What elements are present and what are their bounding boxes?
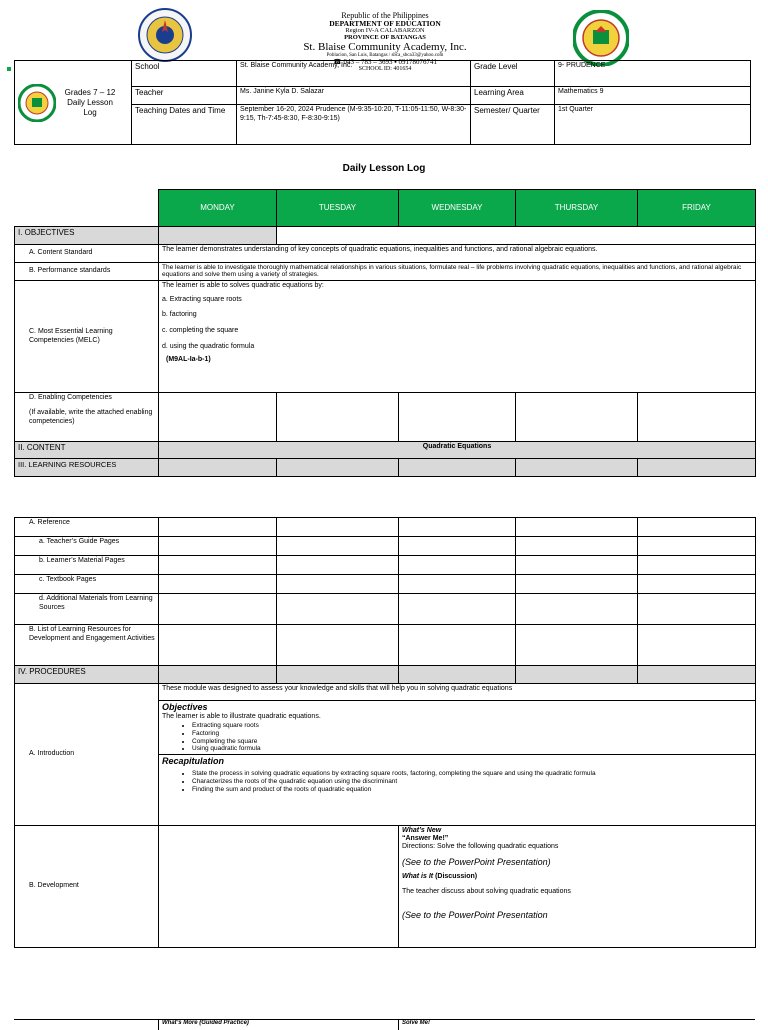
- day-header-monday: MONDAY: [159, 190, 277, 227]
- recap-item: • State the process in solving quadratic equations by extracting square roots, factoring, completing the square and using the quadratic formula: [192, 770, 752, 778]
- melc-a: a. Extracting square roots: [162, 295, 242, 303]
- melc-d: d. using the quadratic formula: [162, 342, 255, 350]
- deped-seal: [138, 8, 192, 62]
- school-seal-icon: [573, 10, 629, 66]
- recap-list: [162, 770, 752, 793]
- performance-label: B. Performance standards: [15, 263, 159, 281]
- day-header-thursday: THURSDAY: [516, 190, 638, 227]
- objectives-list: [162, 722, 752, 753]
- reference-label: A. Reference: [15, 518, 159, 537]
- learning-area-label: Learning Area: [471, 87, 555, 105]
- info-table: [14, 57, 751, 145]
- melc-label: C. Most Essential Learning Competencies (MELC): [15, 281, 159, 393]
- semester-label: Semester/ Quarter: [471, 105, 555, 145]
- melc-code: (M9AL-Ia-b-1): [166, 356, 211, 364]
- grades-cell: [15, 61, 132, 145]
- school-seal: [573, 10, 629, 66]
- next-left-text: What’s More (Guided Practice): [162, 1020, 249, 1026]
- day-header-friday: FRIDAY: [638, 190, 756, 227]
- grade-level-label: Grade Level: [471, 61, 555, 87]
- melc-value: [159, 281, 756, 393]
- procedures-title: IV. PROCEDURES: [15, 666, 159, 684]
- semester-value: 1st Quarter: [555, 105, 751, 145]
- next-right-text: Solve Me!: [402, 1020, 431, 1026]
- intro-module: These module was designed to assess your knowledge and skills that will help you in solving quadratic equations: [159, 684, 755, 701]
- letterhead-deped: DEPARTMENT OF EDUCATION: [329, 19, 441, 29]
- letterhead-republic: Republic of the Philippines: [341, 11, 429, 20]
- what-is-it-label: What is It: [402, 873, 434, 881]
- enabling-note: (If available, write the attached enabling competencies): [29, 408, 153, 425]
- what-is-it: [402, 873, 752, 881]
- objectives-item: • Completing the square: [192, 738, 752, 746]
- letterhead-school-id: SCHOOL ID: 401654: [358, 66, 412, 73]
- letterhead-address: Poblacion, San Luis, Batangas / sbca_sbca33@yahoo.com: [326, 53, 444, 59]
- letterhead-school: St. Blaise Community Academy, Inc.: [303, 40, 467, 53]
- doc-title: Daily Lesson Log: [342, 163, 426, 174]
- enabling-title: D. Enabling Competencies: [29, 394, 112, 401]
- discussion-label: (Discussion): [435, 873, 478, 881]
- learning-area-value: Mathematics 9: [555, 87, 751, 105]
- resources-title: III. LEARNING RESOURCES: [15, 459, 159, 477]
- whats-new-heading: What’s New: [402, 827, 442, 834]
- objectives-item: • Factoring: [192, 730, 752, 738]
- tb-label: c. Textbook Pages: [15, 575, 159, 594]
- day-header-tuesday: TUESDAY: [277, 190, 399, 227]
- see-ppt-2: (See to the PowerPoint Presentation: [402, 909, 548, 920]
- teacher-label: Teacher: [132, 87, 237, 105]
- objectives-heading: Objectives: [162, 702, 208, 712]
- day-header-wednesday: WEDNESDAY: [399, 190, 516, 227]
- dev-label: B. Development: [15, 826, 159, 948]
- school-value: St. Blaise Community Academy, Inc.: [237, 61, 471, 87]
- melc-c: c. completing the square: [162, 327, 239, 335]
- dates-value: September 16-20, 2024 Prudence (M-9:35-10:20, T-11:05-11:50, W-8:30-9:15, Th-7:45-8:30, F-8:30-9:15): [237, 105, 471, 145]
- green-marker: [7, 67, 11, 71]
- next-table-edge: [14, 1019, 755, 1030]
- intro-recap: [159, 755, 755, 795]
- answer-me: “Answer Me!”: [402, 835, 449, 843]
- see-ppt-1: (See to the PowerPoint Presentation): [402, 857, 551, 868]
- tg-label: a. Teacher’s Guide Pages: [15, 537, 159, 556]
- melc-b: b. factoring: [162, 311, 197, 319]
- grade-level-value: 9- PRUDENCE: [555, 61, 751, 87]
- content-value: Quadratic Equations: [159, 442, 756, 459]
- objectives-title: I. OBJECTIVES: [15, 227, 159, 245]
- list-label: B. List of Learning Resources for Development and Engagement Activities: [15, 625, 159, 666]
- objectives-text: The learner is able to illustrate quadratic equations.: [162, 713, 321, 721]
- intro-label: A. Introduction: [15, 684, 159, 826]
- teacher-value: Ms. Janine Kyla D. Salazar: [237, 87, 471, 105]
- dates-label: Teaching Dates and Time: [132, 105, 237, 145]
- deped-seal-icon: [138, 8, 192, 62]
- procedures-table: [14, 517, 756, 948]
- additional-label: d. Additional Materials from Learning Sources: [15, 594, 159, 625]
- lm-label: b. Learner’s Material Pages: [15, 556, 159, 575]
- content-title: II. CONTENT: [15, 442, 159, 459]
- letterhead-province: PROVINCE OF BATANGAS: [344, 34, 426, 42]
- teacher-discuss: The teacher discuss about solving quadratic equations: [402, 887, 571, 895]
- letterhead-region: Region IV-A CALABARZON: [345, 27, 425, 35]
- performance-value: The learner is able to investigate thoroughly mathematical relationships in various situations, formulate real – life problems involving quadratic equations, inequalities and functions, and rational algebraic equations and solve them using a variety of strategies.: [159, 263, 756, 281]
- enabling-label: [15, 393, 159, 442]
- melc-intro: The learner is able to solves quadratic equations by:: [162, 282, 324, 289]
- objectives-item: • Using quadratic formula: [192, 745, 752, 753]
- directions: Directions: Solve the following quadratic equations: [402, 843, 559, 851]
- letterhead-phone: ☎ 043 – 783 – 3693 ▪ 09178076741: [333, 57, 437, 66]
- objectives-table: [14, 189, 756, 477]
- content-standard-label: A. Content Standard: [15, 245, 159, 263]
- intro-content: [159, 684, 756, 826]
- content-standard-value: The learner demonstrates understanding of key concepts of quadratic equations, inequalities and functions, and rational algebraic equations.: [159, 245, 756, 263]
- recap-item: • Finding the sum and product of the roots of quadratic equation: [192, 786, 752, 794]
- dev-content: [399, 826, 756, 948]
- grades-title: Grades 7 – 12 Daily Lesson Log: [64, 87, 116, 117]
- school-label: School: [132, 61, 237, 87]
- recap-item: • Characterizes the roots of the quadratic equation using the discriminant: [192, 778, 752, 786]
- intro-objectives: [159, 701, 755, 755]
- school-logo-small-icon: [18, 84, 56, 122]
- recap-heading: Recapitulation: [162, 756, 225, 766]
- objectives-item: • Extracting square roots: [192, 722, 752, 730]
